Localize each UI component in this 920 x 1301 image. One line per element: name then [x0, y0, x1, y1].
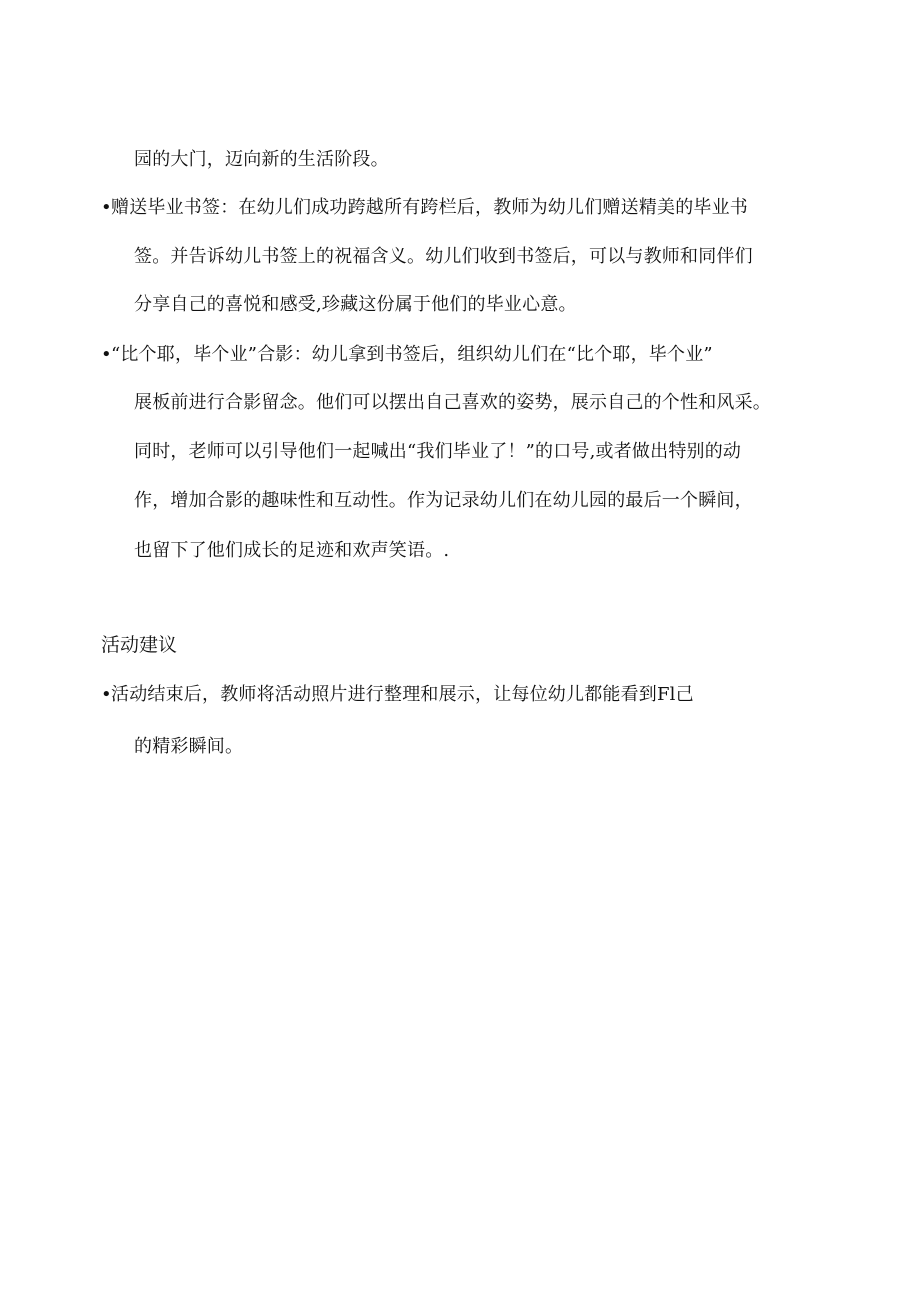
bullet-photo-text-1: “比个耶，毕个业”合影：幼儿拿到书签后，组织幼儿们在“比个耶，毕个业” [111, 344, 713, 365]
bullet-photo-line-4: 作，增加合影的趣味性和互动性。作为记录幼儿们在幼儿园的最后一个瞬间， [134, 490, 753, 511]
suggestion-line-2: 的精彩瞬间。 [134, 736, 244, 757]
suggestion-text-1: 活动结束后，教师将活动照片进行整理和展示，让每位幼儿都能看到Fl己 [111, 684, 694, 705]
bullet-marker: • [101, 197, 112, 218]
suggestion-line-1 [101, 683, 694, 707]
bullet-bookmark-line-3: 分享自己的喜悦和感受,珍藏这份属于他们的毕业心意。 [134, 294, 577, 315]
paragraph-continuation: 园的大门，迈向新的生活阶段。 [134, 149, 389, 170]
bullet-bookmark-line-2: 签。并告诉幼儿书签上的祝福含义。幼儿们收到书签后，可以与教师和同伴们 [134, 246, 753, 267]
bullet-photo-line-1 [101, 343, 713, 367]
bullet-bookmark-text-1: 赠送毕业书签：在幼儿们成功跨越所有跨栏后，教师为幼儿们赠送精美的毕业书 [111, 197, 748, 218]
bullet-photo-line-2: 展板前进行合影留念。他们可以摆出自己喜欢的姿势，展示自己的个性和风采。 [134, 392, 771, 413]
bullet-photo-line-5: 也留下了他们成长的足迹和欢声笑语。. [134, 540, 450, 561]
bullet-marker: • [101, 684, 112, 705]
bullet-photo-line-3: 同时，老师可以引导他们一起喊出“我们毕业了！”的口号,或者做出特别的动 [134, 441, 742, 462]
bullet-bookmark-line-1 [101, 196, 748, 220]
bullet-marker: • [101, 344, 112, 365]
section-heading: 活动建议 [101, 634, 178, 656]
